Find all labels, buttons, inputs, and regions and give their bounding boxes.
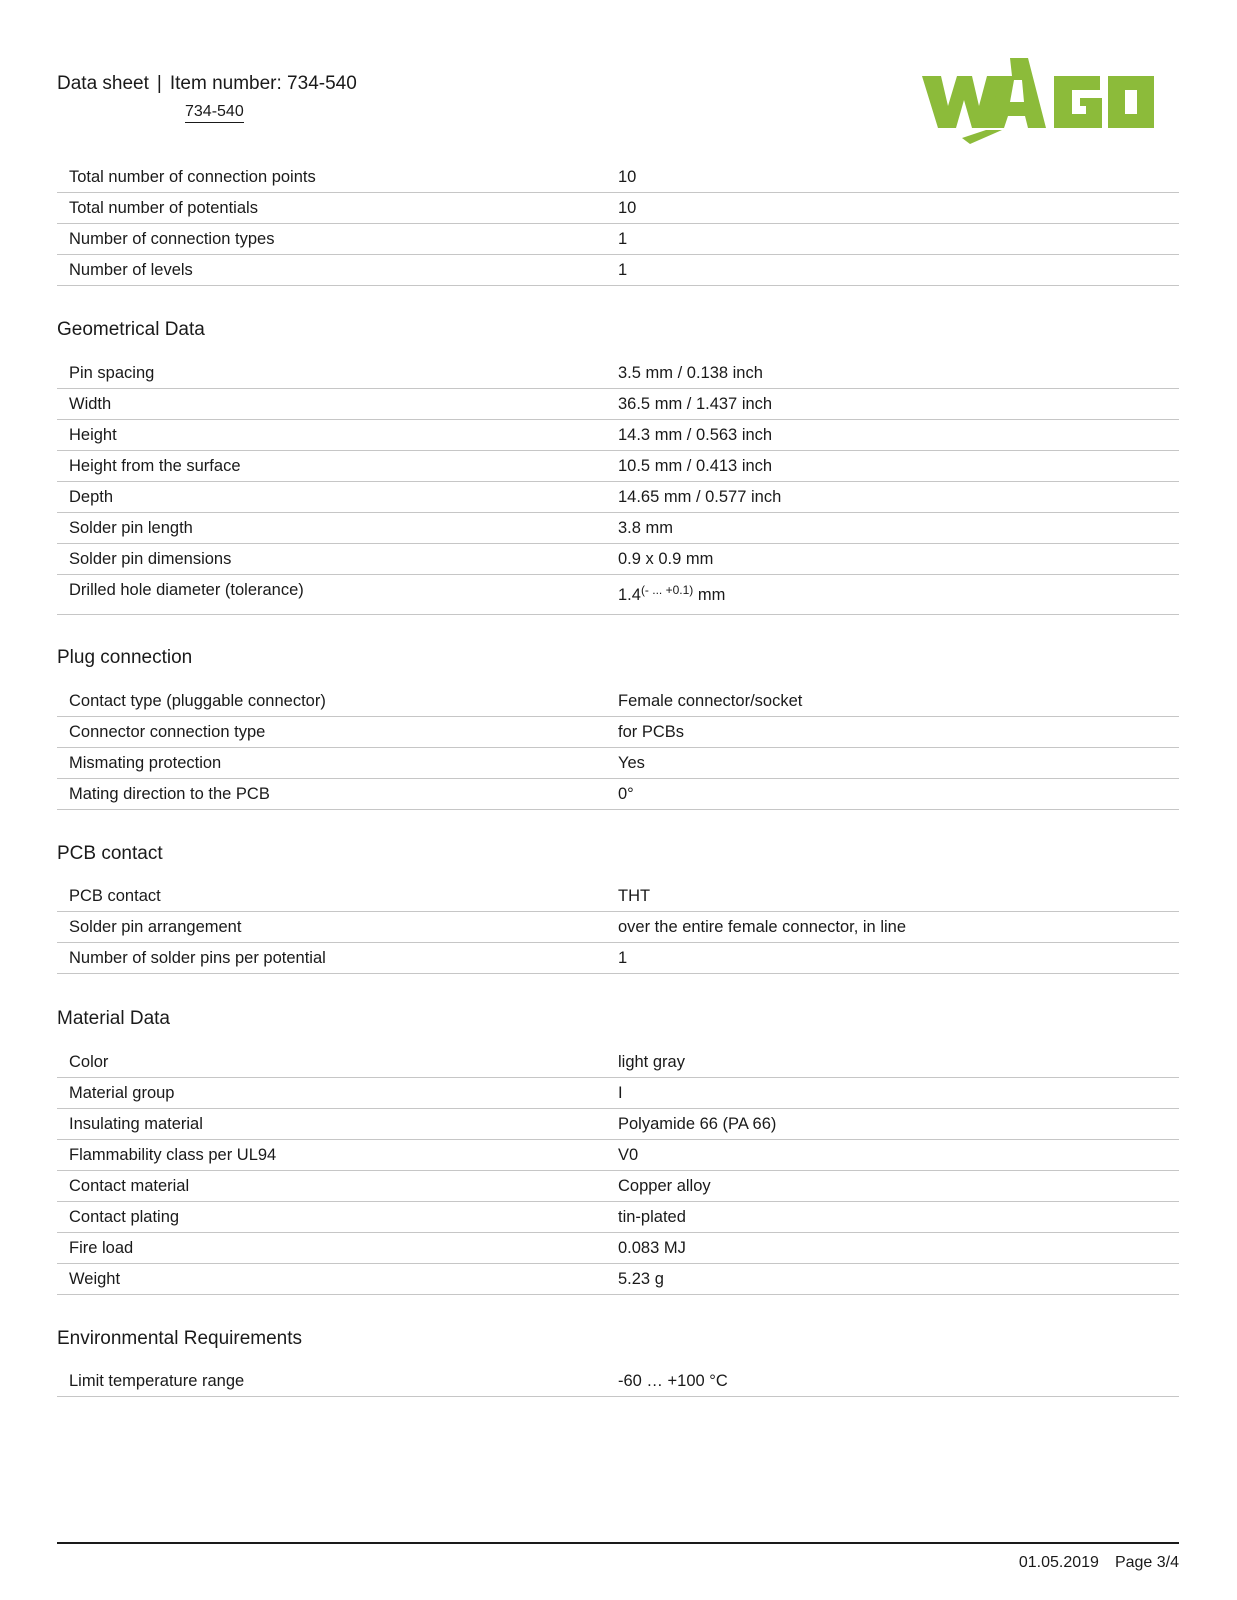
table-row [57, 389, 1179, 420]
section-title-plug: Plug connection [57, 647, 193, 668]
drill-tolerance: (- ... +0.1) [640, 583, 694, 597]
table-row [57, 1140, 1179, 1171]
property-name: Solder pin dimensions [69, 550, 232, 568]
property-name: Total number of connection points [69, 168, 316, 186]
property-value: 0.9 x 0.9 mm [618, 550, 714, 568]
property-value: tin-plated [618, 1208, 686, 1226]
table-row [57, 881, 1179, 912]
table-row [57, 1202, 1179, 1233]
table-row [57, 358, 1179, 389]
title-separator: | [156, 73, 162, 94]
page-title [57, 72, 357, 96]
table-row [57, 943, 1179, 974]
property-name: Number of connection types [69, 230, 275, 248]
property-name: Height [69, 426, 117, 444]
table-row [57, 544, 1179, 575]
property-value: V0 [618, 1146, 639, 1164]
property-value: 1 [618, 949, 628, 967]
property-value: Polyamide 66 (PA 66) [618, 1115, 777, 1133]
table-row [57, 420, 1179, 451]
table-row [57, 1264, 1179, 1295]
table-row [57, 162, 1179, 193]
item-number-link[interactable]: 734-540 [185, 102, 244, 123]
property-name: Mismating protection [69, 754, 222, 772]
plug-connection-table [57, 686, 1179, 810]
table-row [57, 513, 1179, 544]
footer-divider [57, 1542, 1179, 1544]
property-value: 10 [618, 199, 637, 217]
property-value: 14.3 mm / 0.563 inch [618, 426, 773, 444]
title-item-number: Item number: 734-540 [169, 73, 357, 94]
section-title-pcb: PCB contact [57, 843, 163, 864]
section-title-environmental: Environmental Requirements [57, 1328, 303, 1349]
property-name: Drilled hole diameter (tolerance) [69, 581, 304, 599]
table-row [57, 1233, 1179, 1264]
property-value: over the entire female connector, in line [618, 918, 907, 936]
table-row [57, 1171, 1179, 1202]
table-row [57, 779, 1179, 810]
property-name: Insulating material [69, 1115, 203, 1133]
table-row [57, 686, 1179, 717]
table-row [57, 1047, 1179, 1078]
wago-logo [922, 58, 1178, 144]
property-name: Solder pin arrangement [69, 918, 242, 936]
property-value: 0° [618, 785, 634, 803]
table-row [57, 482, 1179, 513]
property-value: Female connector/socket [618, 692, 803, 710]
property-value: -60 … +100 °C [618, 1372, 728, 1390]
property-name: Color [69, 1053, 109, 1071]
property-value: Copper alloy [618, 1177, 711, 1195]
table-row [57, 717, 1179, 748]
property-value: 1 [618, 261, 628, 279]
table-row [57, 575, 1179, 615]
table-row [57, 1078, 1179, 1109]
property-value: THT [618, 887, 651, 905]
property-name: Flammability class per UL94 [69, 1146, 277, 1164]
table-row [57, 1109, 1179, 1140]
property-value: 3.5 mm / 0.138 inch [618, 364, 763, 382]
property-name: Solder pin length [69, 519, 193, 537]
property-name: Contact type (pluggable connector) [69, 692, 326, 710]
table-row [57, 193, 1179, 224]
property-name: Contact material [69, 1177, 190, 1195]
property-value: 5.23 g [618, 1270, 664, 1288]
footer-date: 01.05.2019 [1018, 1554, 1099, 1571]
drill-diameter-value: 1.4 [618, 586, 641, 604]
connection-data-table [57, 162, 1179, 286]
section-title-geometrical: Geometrical Data [57, 319, 205, 340]
property-name: Connector connection type [69, 723, 266, 741]
property-value: light gray [618, 1053, 685, 1071]
property-value: 36.5 mm / 1.437 inch [618, 395, 773, 413]
section-title-material: Material Data [57, 1008, 170, 1029]
property-name: Pin spacing [69, 364, 155, 382]
property-name: Mating direction to the PCB [69, 785, 270, 803]
property-name: Number of solder pins per potential [69, 949, 326, 967]
property-name: Material group [69, 1084, 175, 1102]
table-row [57, 1366, 1179, 1397]
property-name: Weight [69, 1270, 121, 1288]
property-name: Limit temperature range [69, 1372, 245, 1390]
property-name: Total number of potentials [69, 199, 258, 217]
pcb-contact-table [57, 881, 1179, 974]
table-row [57, 255, 1179, 286]
property-name: Height from the surface [69, 457, 241, 475]
property-name: PCB contact [69, 887, 161, 905]
property-name: Width [69, 395, 112, 413]
property-value: 14.65 mm / 0.577 inch [618, 488, 782, 506]
property-value: for PCBs [618, 723, 685, 741]
document-header [57, 72, 357, 120]
page-footer [1019, 1553, 1179, 1573]
property-value: Yes [618, 754, 645, 772]
drill-unit: mm [697, 586, 726, 604]
property-name: Depth [69, 488, 114, 506]
property-value: 1 [618, 230, 628, 248]
table-row [57, 451, 1179, 482]
property-name: Fire load [69, 1239, 134, 1257]
title-prefix: Data sheet [57, 73, 149, 94]
table-row [57, 224, 1179, 255]
footer-page-number: Page 3/4 [1114, 1554, 1179, 1571]
property-value: I [618, 1084, 623, 1102]
material-data-table [57, 1047, 1179, 1295]
property-value [618, 575, 1179, 614]
property-value: 0.083 MJ [618, 1239, 686, 1257]
table-row [57, 912, 1179, 943]
property-name: Contact plating [69, 1208, 180, 1226]
geometrical-data-table [57, 358, 1179, 615]
property-value: 10 [618, 168, 637, 186]
table-row [57, 748, 1179, 779]
property-name: Number of levels [69, 261, 193, 279]
property-value: 3.8 mm [618, 519, 674, 537]
environmental-table [57, 1366, 1179, 1397]
property-value: 10.5 mm / 0.413 inch [618, 457, 773, 475]
